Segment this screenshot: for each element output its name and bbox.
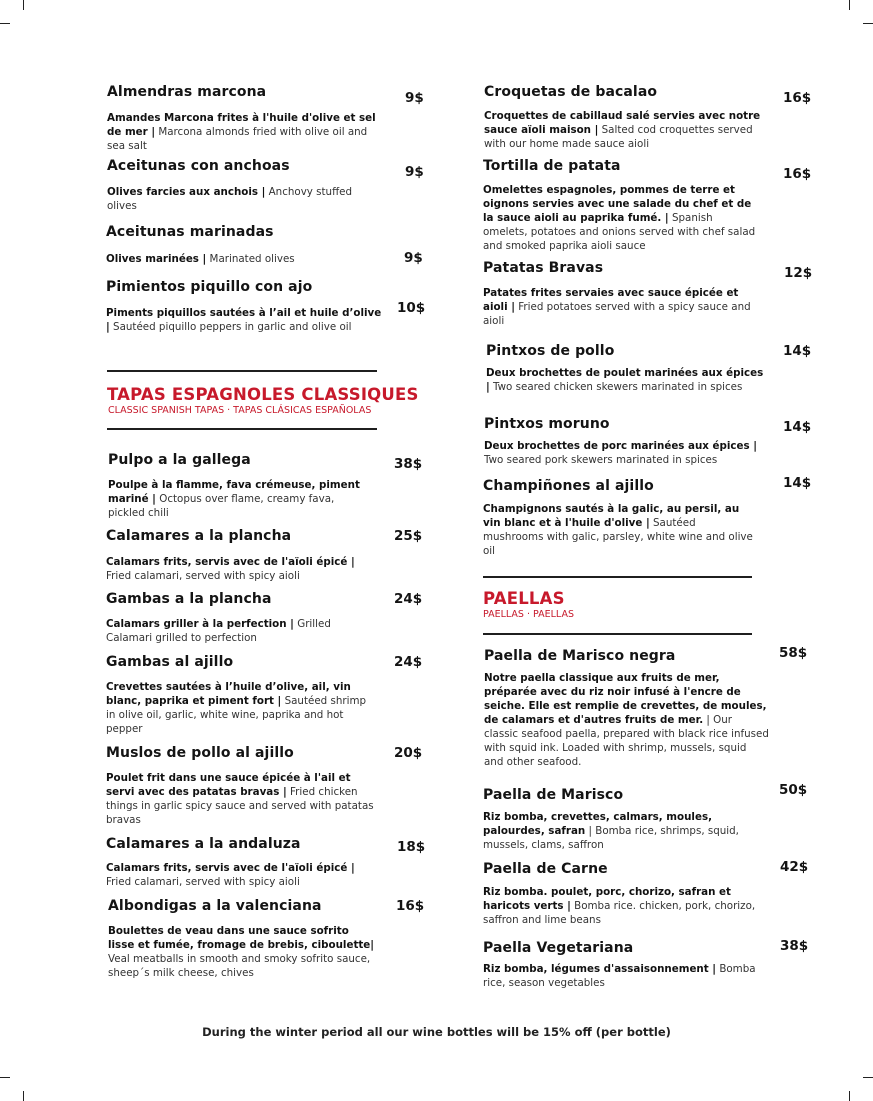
item-name: Patatas Bravas	[483, 260, 604, 276]
item-description	[108, 478, 373, 520]
description-en: Marcona almonds fried with olive oil and sea salt	[107, 126, 368, 152]
section-divider	[107, 428, 377, 430]
section-subtitle: CLASSIC SPANISH TAPAS · TAPAS CLÁSICAS ESPAÑOLAS	[108, 405, 372, 416]
item-name: Gambas al ajillo	[106, 654, 234, 670]
item-price: 38$	[394, 456, 423, 472]
item-price: 24$	[394, 654, 423, 670]
item-description	[106, 306, 388, 334]
description-en: Two seared pork skewers marinated in spices	[484, 454, 718, 466]
item-description	[106, 771, 378, 827]
description-fr: Croquettes de cabillaud salé servies avec notre sauce aïoli maison |	[484, 110, 761, 136]
item-price: 9$	[404, 250, 423, 266]
item-description	[106, 680, 374, 736]
description-fr: Deux brochettes de porc marinées aux épices |	[484, 440, 757, 452]
crop-mark	[849, 1091, 850, 1101]
item-name: Calamares a la plancha	[106, 528, 292, 544]
description-fr: Crevettes sautées à l’huile d’olive, ail, vin blanc, paprika et piment fort |	[106, 681, 351, 707]
section-divider	[107, 370, 377, 372]
item-description	[484, 109, 764, 151]
item-price: 18$	[397, 839, 426, 855]
item-description	[483, 810, 768, 852]
description-en: Fried chicken things in garlic spicy sauce and served with patatas bravas	[106, 786, 374, 826]
description-fr: Patates frites servaies avec sauce épicée et aioli |	[483, 287, 739, 313]
description-fr: Deux brochettes de poulet marinées aux épices |	[486, 367, 764, 393]
description-en: | Our classic seafood paella, prepared with black rice infused with squid ink. Loaded with shrimp, mussels, squid and other seafood.	[484, 714, 769, 768]
description-en: | Bomba rice, shrimps, squid, mussels, clams, saffron	[483, 825, 739, 851]
item-name: Tortilla de patata	[483, 158, 621, 174]
description-fr: Boulettes de veau dans une sauce sofrito lisse et fumée, fromage de brebis, ciboulette|	[108, 925, 375, 951]
item-description	[107, 111, 377, 153]
item-description	[106, 861, 371, 889]
item-price: 42$	[780, 859, 809, 875]
description-en: Sautéed shrimp in olive oil, garlic, white wine, paprika and hot pepper	[106, 695, 367, 735]
crop-mark	[0, 23, 10, 24]
item-price: 24$	[394, 591, 423, 607]
description-en: Veal meatballs in smooth and smoky sofrito sauce, sheep´s milk cheese, chives	[108, 953, 371, 979]
item-description	[106, 252, 376, 266]
item-name: Paella de Marisco	[483, 787, 624, 803]
item-name: Croquetas de bacalao	[484, 84, 658, 100]
item-name: Aceitunas marinadas	[106, 224, 274, 240]
description-en: Fried potatoes served with a spicy sauce and aioli	[483, 301, 751, 327]
description-fr: Riz bomba, légumes d'assaisonnement |	[483, 963, 717, 975]
description-fr: Notre paella classique aux fruits de mer, préparée avec du riz noir infusé à l'encre de seiche. Elle est remplie de crevettes, de moules, de calamars et d'autres fruits de mer.	[484, 672, 767, 726]
description-en: Octopus over flame, creamy fava, pickled chili	[108, 493, 335, 519]
description-fr: Poulpe à la flamme, fava crémeuse, piment mariné |	[108, 479, 360, 505]
crop-mark	[23, 1091, 24, 1101]
item-description	[483, 183, 758, 253]
description-en: Anchovy stuffed olives	[107, 186, 353, 212]
description-en: Marinated olives	[206, 253, 295, 265]
item-description	[484, 439, 766, 467]
item-description	[483, 885, 758, 927]
section-subtitle: PAELLAS · PAELLAS	[483, 609, 574, 620]
item-name: Paella Vegetariana	[483, 940, 634, 956]
description-fr: Olives farcies aux anchois |	[107, 186, 266, 198]
description-en: Sautéed piquillo peppers in garlic and olive oil	[109, 321, 352, 333]
item-price: 16$	[783, 166, 812, 182]
item-price: 58$	[779, 645, 808, 661]
description-en: Salted cod croquettes served with our home made sauce aioli	[484, 124, 753, 150]
description-en: Fried calamari, served with spicy aioli	[106, 876, 300, 888]
item-name: Muslos de pollo al ajillo	[106, 745, 294, 761]
item-description	[483, 286, 755, 328]
item-description	[106, 617, 371, 645]
item-name: Paella de Marisco negra	[484, 648, 676, 664]
item-name: Paella de Carne	[483, 861, 608, 877]
item-name: Albondigas a la valenciana	[108, 898, 322, 914]
item-description	[484, 671, 769, 769]
item-name: Pintxos moruno	[484, 416, 610, 432]
section-divider	[483, 576, 752, 578]
description-fr: Amandes Marcona frites à l'huile d'olive et sel de mer |	[107, 112, 376, 138]
item-price: 12$	[784, 265, 813, 281]
crop-mark	[0, 1077, 10, 1078]
description-en: Bomba rice. chicken, pork, chorizo, saffron and lime beans	[483, 900, 756, 926]
description-fr: Riz bomba. poulet, porc, chorizo, safran et haricots verts |	[483, 886, 731, 912]
item-description	[486, 366, 766, 394]
description-fr: Olives marinées |	[106, 253, 207, 265]
item-price: 20$	[394, 745, 423, 761]
description-fr: Riz bomba, crevettes, calmars, moules, palourdes, safran	[483, 811, 712, 837]
item-price: 14$	[783, 419, 812, 435]
description-en: Spanish omelets, potatoes and onions served with chef salad and smoked paprika aioli sauce	[483, 212, 756, 252]
section-title: TAPAS ESPAGNOLES CLASSIQUES	[107, 385, 419, 404]
item-description	[108, 924, 376, 980]
description-fr: Calamars frits, servis avec de l'aïoli épicé |	[106, 862, 355, 874]
item-price: 16$	[396, 898, 425, 914]
footer-note: During the winter period all our wine bottles will be 15% off (per bottle)	[202, 1025, 671, 1039]
item-price: 9$	[405, 164, 424, 180]
item-price: 9$	[405, 90, 424, 106]
item-description	[106, 555, 371, 583]
item-price: 38$	[780, 938, 809, 954]
crop-mark	[863, 1077, 873, 1078]
description-en: Fried calamari, served with spicy aioli	[106, 570, 300, 582]
section-divider	[483, 633, 752, 635]
crop-mark	[863, 23, 873, 24]
item-price: 25$	[394, 528, 423, 544]
description-fr: Calamars griller à la perfection |	[106, 618, 294, 630]
item-name: Pintxos de pollo	[486, 343, 615, 359]
description-fr: Poulet frit dans une sauce épicée à l'ail et servi avec des patatas bravas |	[106, 772, 351, 798]
section-title: PAELLAS	[483, 589, 565, 608]
description-en: Bomba rice, season vegetables	[483, 963, 756, 989]
description-en: Sautéed mushrooms with galic, parsley, white wine and olive oil	[483, 517, 753, 557]
item-name: Almendras marcona	[107, 84, 267, 100]
item-name: Calamares a la andaluza	[106, 836, 301, 852]
item-price: 14$	[783, 343, 812, 359]
crop-mark	[849, 0, 850, 10]
item-name: Aceitunas con anchoas	[107, 158, 290, 174]
item-price: 14$	[783, 475, 812, 491]
item-price: 16$	[783, 90, 812, 106]
description-fr: Champignons sautés à la galic, au persil, au vin blanc et à l'huile d'olive |	[483, 503, 740, 529]
item-name: Pulpo a la gallega	[108, 452, 251, 468]
item-description	[483, 502, 755, 558]
description-fr: Omelettes espagnoles, pommes de terre et oignons servies avec une salade du chef et de la sauce aioli au paprika fumé. |	[483, 184, 752, 224]
item-name: Pimientos piquillo con ajo	[106, 279, 313, 295]
description-fr: Piments piquillos sautées à l’ail et huile d’olive |	[106, 307, 382, 333]
description-en: Two seared chicken skewers marinated in spices	[489, 381, 743, 393]
description-fr: Calamars frits, servis avec de l'aïoli épicé |	[106, 556, 355, 568]
item-price: 10$	[397, 300, 426, 316]
description-en: Grilled Calamari grilled to perfection	[106, 618, 331, 644]
item-name: Champiñones al ajillo	[483, 478, 654, 494]
crop-mark	[23, 0, 24, 10]
item-description	[483, 962, 758, 990]
item-name: Gambas a la plancha	[106, 591, 272, 607]
item-description	[107, 185, 377, 213]
item-price: 50$	[779, 782, 808, 798]
